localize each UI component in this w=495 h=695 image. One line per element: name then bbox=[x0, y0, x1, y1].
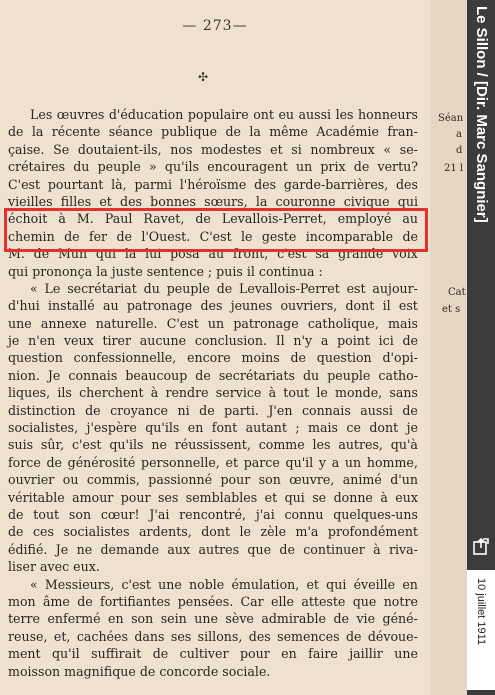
text-line: C'est pourtant là, parmi l'héroïsme des garde-barrières, des bbox=[8, 176, 418, 192]
text-line: terre enfermé en son sein une sève admirable de vie géné- bbox=[8, 611, 418, 627]
text-line: liser avec eux. bbox=[8, 559, 100, 575]
text-line: distinction de croyance ni de parti. J'en connais aussi de bbox=[8, 402, 418, 418]
text-line: chemin de fer de l'Ouest. C'est le geste incomparable de bbox=[8, 228, 418, 244]
margin-fragment: Cat bbox=[448, 287, 466, 298]
text-line: Les œuvres d'éducation populaire ont eu aussi les honneurs bbox=[30, 107, 418, 122]
text-line: de tout son cœur! J'ai rencontré, j'ai connu quelques-uns bbox=[8, 506, 418, 522]
text-line: reuse, et, cachées dans ses sillons, des semences de dévoue- bbox=[8, 628, 418, 644]
text-line: une annexe naturelle. C'est un patronage catholique, mais bbox=[8, 315, 418, 331]
text-line: échoit à M. Paul Ravet, de Levallois-Perret, employé au bbox=[8, 211, 418, 227]
text-line: d'hui installé au patronage des jeunes ouvriers, dont il est bbox=[8, 298, 418, 314]
text-line: vieilles filles et des bonnes sœurs, la couronne civique qui bbox=[8, 193, 418, 209]
share-icon[interactable] bbox=[472, 538, 490, 556]
text-line: socialistes, j'espère qu'ils en font autant ; mais ce dont je bbox=[8, 420, 418, 436]
text-line: qui prononça la juste sentence ; puis il continua : bbox=[8, 263, 323, 279]
page-number: — 273— bbox=[182, 18, 248, 34]
date-badge bbox=[467, 570, 495, 690]
text-line: question confessionnelle, encore moins de question d'opi- bbox=[8, 350, 418, 366]
adjacent-page-margin bbox=[430, 0, 467, 695]
text-line: « Le secrétariat du peuple de Levallois-Perret est aujour- bbox=[30, 280, 418, 296]
text-line: ment qu'il suffirait de cultiver pour en faire jaillir une bbox=[8, 646, 418, 662]
text-line: mon âme de fortifiantes pensées. Car elle atteste que notre bbox=[8, 593, 418, 609]
article-text bbox=[8, 106, 418, 680]
text-line: véritable amour pour ses semblables et qui se donne à eux bbox=[8, 489, 418, 505]
margin-fragment: a bbox=[456, 129, 462, 140]
text-line: édifié. Je ne demande aux autres que de continuer à riva- bbox=[8, 541, 418, 557]
margin-fragment: et s bbox=[442, 304, 461, 315]
text-line: liques, ils cherchent à rendre service à tout le monde, sans bbox=[8, 385, 418, 401]
text-line: « Messieurs, c'est une noble émulation, et qui éveille en bbox=[30, 576, 418, 592]
text-line: de la récente séance publique de la même Académie fran- bbox=[8, 124, 418, 140]
ornament-icon: ✣ bbox=[198, 70, 209, 84]
margin-fragment: 21 l bbox=[444, 163, 464, 174]
publication-date: 10 juillet 1911 bbox=[475, 578, 487, 646]
text-line: de ces socialistes ardents, dont le zèle m'a profondément bbox=[8, 524, 418, 540]
text-line: ouvrier ou commis, passionné pour son œuvre, animé d'un bbox=[8, 472, 418, 488]
document-title[interactable]: Le Sillon / [Dir. Marc Sangnier] bbox=[473, 6, 490, 223]
text-line: nion. Je connais beaucoup de secrétariats du peuple catho- bbox=[8, 367, 418, 383]
text-line: je n'en veux tirer aucune conclusion. Il n'y a point ici de bbox=[8, 333, 418, 349]
viewer-sidebar bbox=[467, 0, 495, 695]
text-line: çaise. Se doutaient-ils, nos modestes et si nombreux « se- bbox=[8, 141, 418, 157]
text-line: moisson magnifique de concorde sociale. bbox=[8, 663, 271, 679]
margin-fragment: d bbox=[456, 145, 463, 156]
text-line: crétaires du peuple » qu'ils encouragent un prix de vertu? bbox=[8, 159, 418, 175]
text-line: M. de Mun qui la lui posa au front, c'est sa grande voix bbox=[8, 246, 418, 262]
text-line: force de générosité personnelle, et parce qu'il y a un homme, bbox=[8, 454, 418, 470]
text-line: suis sûr, c'est qu'ils ne réussissent, comme les autres, qu'à bbox=[8, 437, 418, 453]
margin-fragment: Séan bbox=[438, 113, 464, 124]
